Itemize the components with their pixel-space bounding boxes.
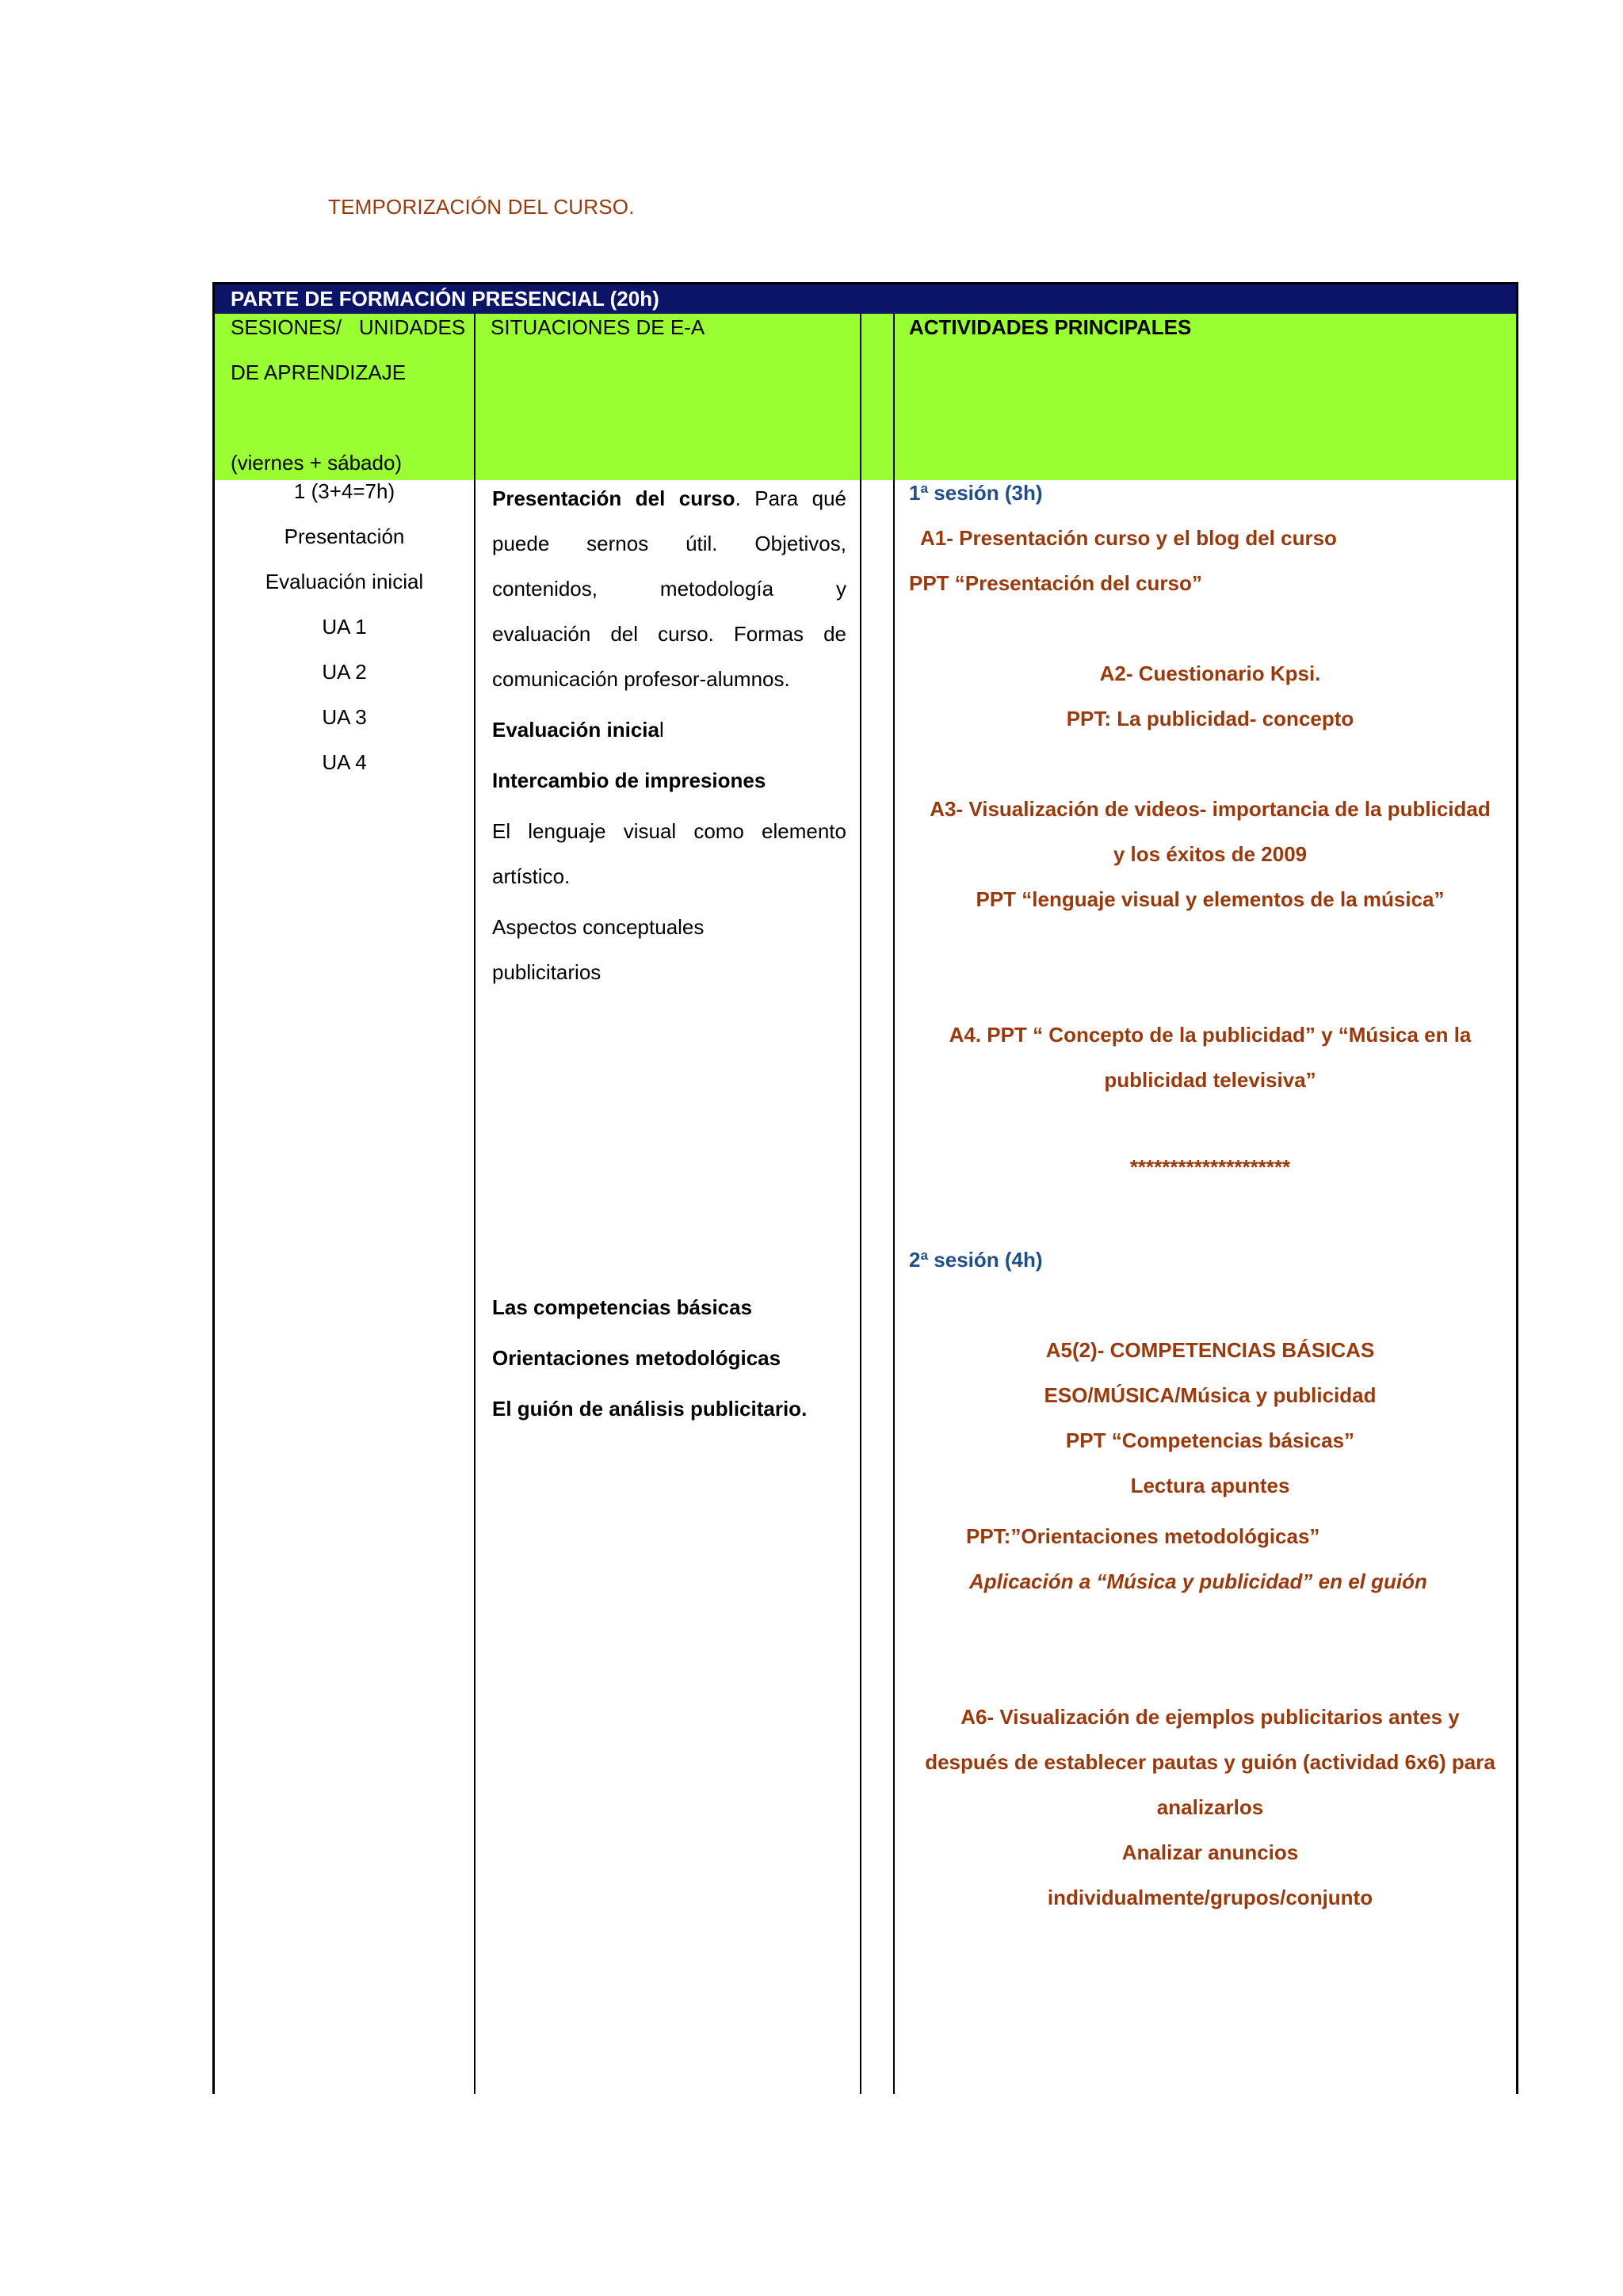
column-divider xyxy=(860,314,861,2094)
header-sessions-line2: DE APRENDIZAJE xyxy=(231,360,407,384)
exchange-impressions: Intercambio de impresiones xyxy=(492,769,766,792)
paragraph-line: puede sernos útil. Objetivos, xyxy=(492,532,846,555)
session-1-label: 1ª sesión (3h) xyxy=(909,481,1043,505)
activity-a3-line2: y los éxitos de 2009 xyxy=(1113,842,1308,866)
header-situations: SITUACIONES DE E-A xyxy=(491,315,705,339)
activity-a5-line1: A5(2)- COMPETENCIAS BÁSICAS xyxy=(1045,1338,1375,1362)
header-sessions xyxy=(231,305,468,486)
analysis-script: El guión de análisis publicitario. xyxy=(492,1397,808,1421)
session-item: UA 1 xyxy=(322,615,367,639)
activity-a5-line2: ESO/MÚSICA/Música y publicidad xyxy=(1044,1383,1377,1407)
paragraph-line: comunicación profesor-alumnos. xyxy=(492,667,790,691)
header-sessions-line1: SESIONES/ UNIDADES xyxy=(231,315,466,339)
paragraph-line: publicitarios xyxy=(492,960,601,984)
activity-a6-modes: individualmente/grupos/conjunto xyxy=(1047,1886,1373,1909)
session-item: 1 (3+4=7h) xyxy=(293,479,395,503)
session-item: Presentación xyxy=(284,524,405,548)
sessions-column xyxy=(215,469,474,785)
course-presentation-paragraph xyxy=(492,476,846,702)
activities-column xyxy=(909,471,1511,1920)
visual-language-paragraph xyxy=(492,809,846,899)
header-activities: ACTIVIDADES PRINCIPALES xyxy=(909,315,1192,339)
session-item: UA 4 xyxy=(322,750,367,774)
header-sessions-line3: (viernes + sábado) xyxy=(231,451,403,475)
column-divider xyxy=(474,314,475,2094)
activity-a5-application: Aplicación a “Música y publicidad” en el guión xyxy=(969,1569,1427,1593)
paragraph-line: El lenguaje visual como elemento xyxy=(492,819,846,843)
situations-column xyxy=(492,476,846,995)
initial-evaluation-bold: Evaluación inicia xyxy=(492,718,659,742)
situations-column-session2 xyxy=(492,1285,846,1432)
activity-a5-reading: Lectura apuntes xyxy=(1130,1474,1290,1497)
session-item: UA 3 xyxy=(322,705,367,729)
session-2-label: 2ª sesión (4h) xyxy=(909,1248,1043,1272)
activity-a6-line3: analizarlos xyxy=(1156,1795,1264,1819)
activity-a2-ppt: PPT: La publicidad- concepto xyxy=(1066,707,1354,730)
activity-a4-line1: A4. PPT “ Concepto de la publicidad” y “Música en la xyxy=(949,1023,1472,1047)
activity-a1-ppt: PPT “Presentación del curso” xyxy=(909,571,1202,595)
activity-a3-line1: A3- Visualización de videos- importancia de la publicidad xyxy=(930,797,1491,821)
initial-evaluation-rest: l xyxy=(659,718,664,742)
session-item: UA 2 xyxy=(322,660,367,684)
methodological-guidelines: Orientaciones metodológicas xyxy=(492,1346,781,1370)
separator-stars: ******************** xyxy=(1129,1155,1291,1179)
conceptual-aspects xyxy=(492,905,846,995)
course-presentation-intro: . Para qué xyxy=(735,486,846,510)
course-presentation-bold: Presentación del curso xyxy=(492,486,735,510)
table-banner: PARTE DE FORMACIÓN PRESENCIAL (20h) xyxy=(215,284,1516,314)
paragraph-line: artístico. xyxy=(492,864,571,888)
session-item: Evaluación inicial xyxy=(265,570,424,593)
activity-a6-analyze: Analizar anuncios xyxy=(1121,1840,1299,1864)
activity-a3-ppt: PPT “lenguaje visual y elementos de la música” xyxy=(976,887,1445,911)
activity-a2: A2- Cuestionario Kpsi. xyxy=(1099,662,1321,685)
basic-competences: Las competencias básicas xyxy=(492,1295,753,1319)
column-divider xyxy=(893,314,895,2094)
activity-a5-ppt2: PPT:”Orientaciones metodológicas” xyxy=(966,1524,1320,1548)
activity-a4-line2: publicidad televisiva” xyxy=(1104,1068,1316,1092)
course-schedule-table xyxy=(212,282,1518,2094)
activity-a5-ppt: PPT “Competencias básicas” xyxy=(1065,1428,1355,1452)
document-title: TEMPORIZACIÓN DEL CURSO. xyxy=(328,195,635,219)
paragraph-line: evaluación del curso. Formas de xyxy=(492,622,846,646)
activity-a1: A1- Presentación curso y el blog del curso xyxy=(920,526,1337,550)
initial-evaluation xyxy=(492,707,846,753)
activity-a6-line2: después de establecer pautas y guión (actividad 6x6) para xyxy=(925,1750,1495,1774)
paragraph-line: Aspectos conceptuales xyxy=(492,915,705,939)
paragraph-line: contenidos, metodología y xyxy=(492,577,846,601)
activity-a6-line1: A6- Visualización de ejemplos publicitarios antes y xyxy=(960,1705,1460,1729)
